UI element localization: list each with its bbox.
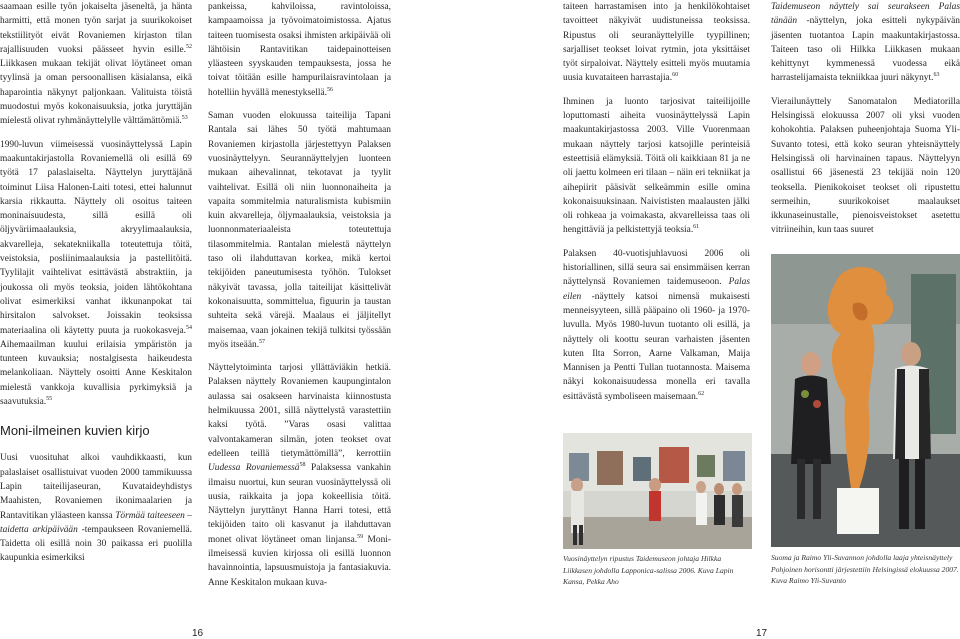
page-number-right: 17	[756, 628, 768, 639]
footnote-ref: 55	[46, 396, 53, 403]
footnote-ref: 56	[326, 86, 333, 93]
footnote-ref: 59	[357, 533, 364, 540]
photo-illustration	[771, 254, 960, 547]
footnote-ref: 58	[299, 462, 306, 469]
photo-illustration	[563, 433, 752, 549]
paragraph: Vierailunäyttely Sanomatalon Mediatorilla Helsingissä elokuussa 2007 oli yksi vuoden kohokohtia. Palaksen puheenjohtaja Suoma Yli-Suvanto totesi, että koko seuran yhteisnäyttely Helsingissä oli harvinainen tapaus. Näyttelyyn osallistui 66 jäsenestä 23 tekijää noin 120 teoksella. Pienikokoiset teokset oli ripustettu sermeihin, suurikokoiset maalaukset ikkunaseinustalle, pienoisveistokset asetettu vitriineihin, kun taas suuret	[771, 96, 960, 236]
footnote-ref: 63	[933, 72, 940, 79]
footnote-ref: 57	[259, 338, 266, 345]
right-page-column-1	[563, 0, 750, 404]
paragraph: pankeissa, kahviloissa, ravintoloissa, kampaamoissa ja työvoimatoimistossa. Ajatus taiteen tuomisesta osaksi ihmisten arkipäivää oli lähtöisin Rantavitikan taidepainotteisen yläasteen syyskauden tempauksesta, jossa he toivat töitään esille hampurilaisravintolaan ja hotelliin hyvällä menestyksellä.$^{56}$	[208, 2, 391, 98]
photo-caption: Suoma ja Raimo Yli-Suvannon johdolla laaja yhteisnäyttely Pohjoinen horisontti järjestettiin Helsingissä elokuussa 2007. Kuva Raimo Yli-Suvanto	[771, 553, 959, 585]
left-page-column-2	[208, 0, 391, 590]
paragraph: Ihminen ja luonto tarjosivat taiteilijoille loputtomasti aiheita vuosinäyttelyssä Lapin maakuntakirjastossa 2003. Ville Vuorenmaan mukaan näyttely tarjosi katsojille perinteisiä esteettisiä elämyksiä. Töitä oli kaikkiaan 81 ja ne oli jaettu kolmeen eri tilaan – näin eri tekniikat ja aihepiirit pääsivät selkeämmin esille omina kokonaisuuksinaan. Naivististen maalausten jälki oli rohkeaa ja voimakasta, akvarelleissa taas oli hengittäviä ja pelkistettyjä teoksia.$^{61}$	[563, 96, 750, 236]
footnote-ref: 52	[186, 43, 192, 50]
paragraph: Näyttelytoiminta tarjosi yllättäviäkin hetkiä. Palaksen näyttely Rovaniemen kaupungintalon aulassa sai osakseen harvinaista kiinnostusta helmikuussa 2001, sillä näyttelystä varastettiin kaksi työtä. ”Varas osasi valittaa valvontakameran silmän, joten teokset ovat edelleen teillä tietymättömillä”, kerrottiin Uudessa Rovaniemessä$^{58}$ Palaksessa vankahin ilmaisu nuortui, kun seuran vuosinäyttelyssä oli uusia, raikkaita ja jopa kokeellisia töitä. Näyttelyn juryttänyt Hanna Harri totesi, että tekijöiden taito oli kasvanut ja ilahduttavan monet olivat löytäneet oman linjansa.$^{59}$ Moni-ilmeisessä kuvien kirjossa oli esillä luonnon havainnointia, lapsuusmuistoja ja fantasiakuvia. Anne Keskitalon mukaan kuva-	[208, 363, 391, 588]
section-heading: Moni-ilmeinen kuvien kirjo	[0, 423, 150, 439]
paragraph: Taidemuseon näyttely sai seurakseen Palas tänään -näyttelyn, joka esitteli nykypäivän jäsenten tuotantoa Lapin maakuntakirjastossa. Taiteen taso oli Hilkka Liikkasen mukaan kehittynyt kymmenessä vuodessa eikä harrastelijamaista tekniikkaa juuri näkynyt.$^{63}$	[771, 2, 960, 84]
left-page-column-1	[0, 0, 192, 566]
footnote-ref: 54	[186, 324, 192, 331]
exhibition-hanging-photo	[563, 433, 752, 549]
footnote-ref: 61	[693, 224, 700, 231]
sculpture-exhibition-photo	[771, 254, 960, 547]
footnote-ref: 62	[698, 390, 705, 397]
paragraph: taiteen harrastamisen into ja henkilökohtaiset tavoitteet näkyivät uudistuneissa teoksissa. Ripustus oli seuranäyttelyille tyypillinen; sarjalliset teokset loivat rytmin, jota yksittäiset työt sirpaloivat. Näyttely esitteli myös muutamia uusia kuvataiteen harrastajia.$^{60}$	[563, 2, 750, 84]
paragraph: Uusi vuosituhat alkoi vauhdikkaasti, kun palaslaiset osallistuivat vuoden 2000 tammikuussa Lapin taiteilijaseuran, Kuvataideyhdistys Maahisten, Rovaniemen ikonimaalarien ja Rantavitikan yläasteen kanssa Törmää taiteeseen – taidetta arkipäivään -tempaukseen Rovaniemellä. Taidetta oli esillä noin 30 paikassa eri puolilla kaupunkia esimerkiksi	[0, 453, 192, 564]
paragraph: Saman vuoden elokuussa taiteilija Tapani Rantala sai lähes 50 työtä mahtumaan Rovaniemen kirjastolla järjestettyyn Palaksen vuosinäyttelyyn. Seurannäyttelyjen luonteen mukaan aihevalinnat, tekotavat ja tyylit vaihtelivat. Esillä oli niin luonnonaiheita ja vapaita sommitelmia naturalismista kubismiin kuin akvarelleja, öljymaalauksia, veistoksia ja luonnonmateriaaleista toteutettuja tilasommitelmia. Rantalan mielestä näyttelyn taso oli ilahduttavan korkea, mikä kertoi tekijöiden paneutumisesta työhön. Tulokset näkyivät tavassa, jolla taiteilijat käsittelivät kokonaisuutta, sommittelua, figuurin ja taustan suhteita sekä värejä. Maalaus ei jäljitellyt maisemaa, vaan jokainen tekijä tulkitsi työssään myös itseään.$^{57}$	[208, 111, 391, 350]
photo-caption: Vuosinäyttelyn ripustus Taidemuseon johtaja Hilkka Liikkasen johdolla Lapponica-salissa 2006. Kuva Lapin Kansa, Pekka Aho	[563, 554, 734, 586]
page-number-left: 16	[192, 628, 204, 639]
footnote-ref: 60	[672, 72, 679, 79]
footnote-ref: 53	[181, 115, 188, 122]
right-page-column-2	[771, 0, 960, 238]
paragraph: saamaan esille työn jokaiselta jäseneltä, ja hänta harmitti, että monen työn sarjat ja suurikokoiset tekstiilityöt eivät Rovaniemen kirjaston tilan rajallisuuden vuoksi päässeet hyvin esille.$^{52}$ Liikkasen mukaan tekijät olivat löytäneet oman tyylinsä ja oman persoonallisen käsialansa, eikä haparointia näkynyt paljonkaan. Valituista töistä muodostui myös kokonaisuuksia, jotka juryttäjän mielestä olivat ryhmänäyttelylle välttämättömiä.$^{53}$	[0, 2, 192, 127]
paragraph: 1990-luvun viimeisessä vuosinäyttelyssä Lapin maakuntakirjastolla Rovaniemellä oli esillä 69 työtä 17 palaslaiselta. Näyttelyn juryttäjänä toiminut Liisa Halonen-Laiti totesi, ettei halunnut karsia rikkautta. Näyttely oli osoitus taiteen moninaisuudesta, sillä esillä oli öljyväriimaalauksia, akryylimaalauksia, akvarelleja, sekatekniikalla toteutettuja töitä, veistoksia, posliinimaalauksia ja pastellitöitä. Tyylilajit vaihtelivat esittävästä abstraktiin, ja joukossa oli myös teoksia, joiden lähtökohtana olivat esimerkiksi vanhat ikkunanpokat tai hirsitalon salvokset. Joissakin teoksissa materiaalina oli käytetty puuta ja ruokokasveja.$^{54}$ Aihemaailman kuului erilaisia ympäristön ja tunteen kuvauksia; nostalgisesta haikeudesta melankoliaan. Näyttely osoitti Anne Keskitalon mielestä vankkoja kuvallisia pyrkimyksiä ja saavutuksia.$^{55}$	[0, 139, 192, 408]
paragraph: Palaksen 40-vuotisjuhlavuosi 2006 oli historiallinen, sillä seura sai ensimmäisen kerran näyttelynsä Rovaniemen taidemuseoon. Palas eilen -näyttely katsoi nimensä mukaisesti menneisyyteen, sillä pääpaino oli 1960- ja 1970-luvulla. Myös 1980-luvun tuotanto oli esillä, ja näyttely oli koottu seuran varhaisten jäsenten kuten Ilta Sorron, Aarne Valkaman, Maija Mannisen ja Pentti Tullan tuotannosta. Maisema näkyi kokonaisuudessa monella eri tavalla esittävästä symboliseen maisemaan.$^{62}$	[563, 248, 750, 402]
